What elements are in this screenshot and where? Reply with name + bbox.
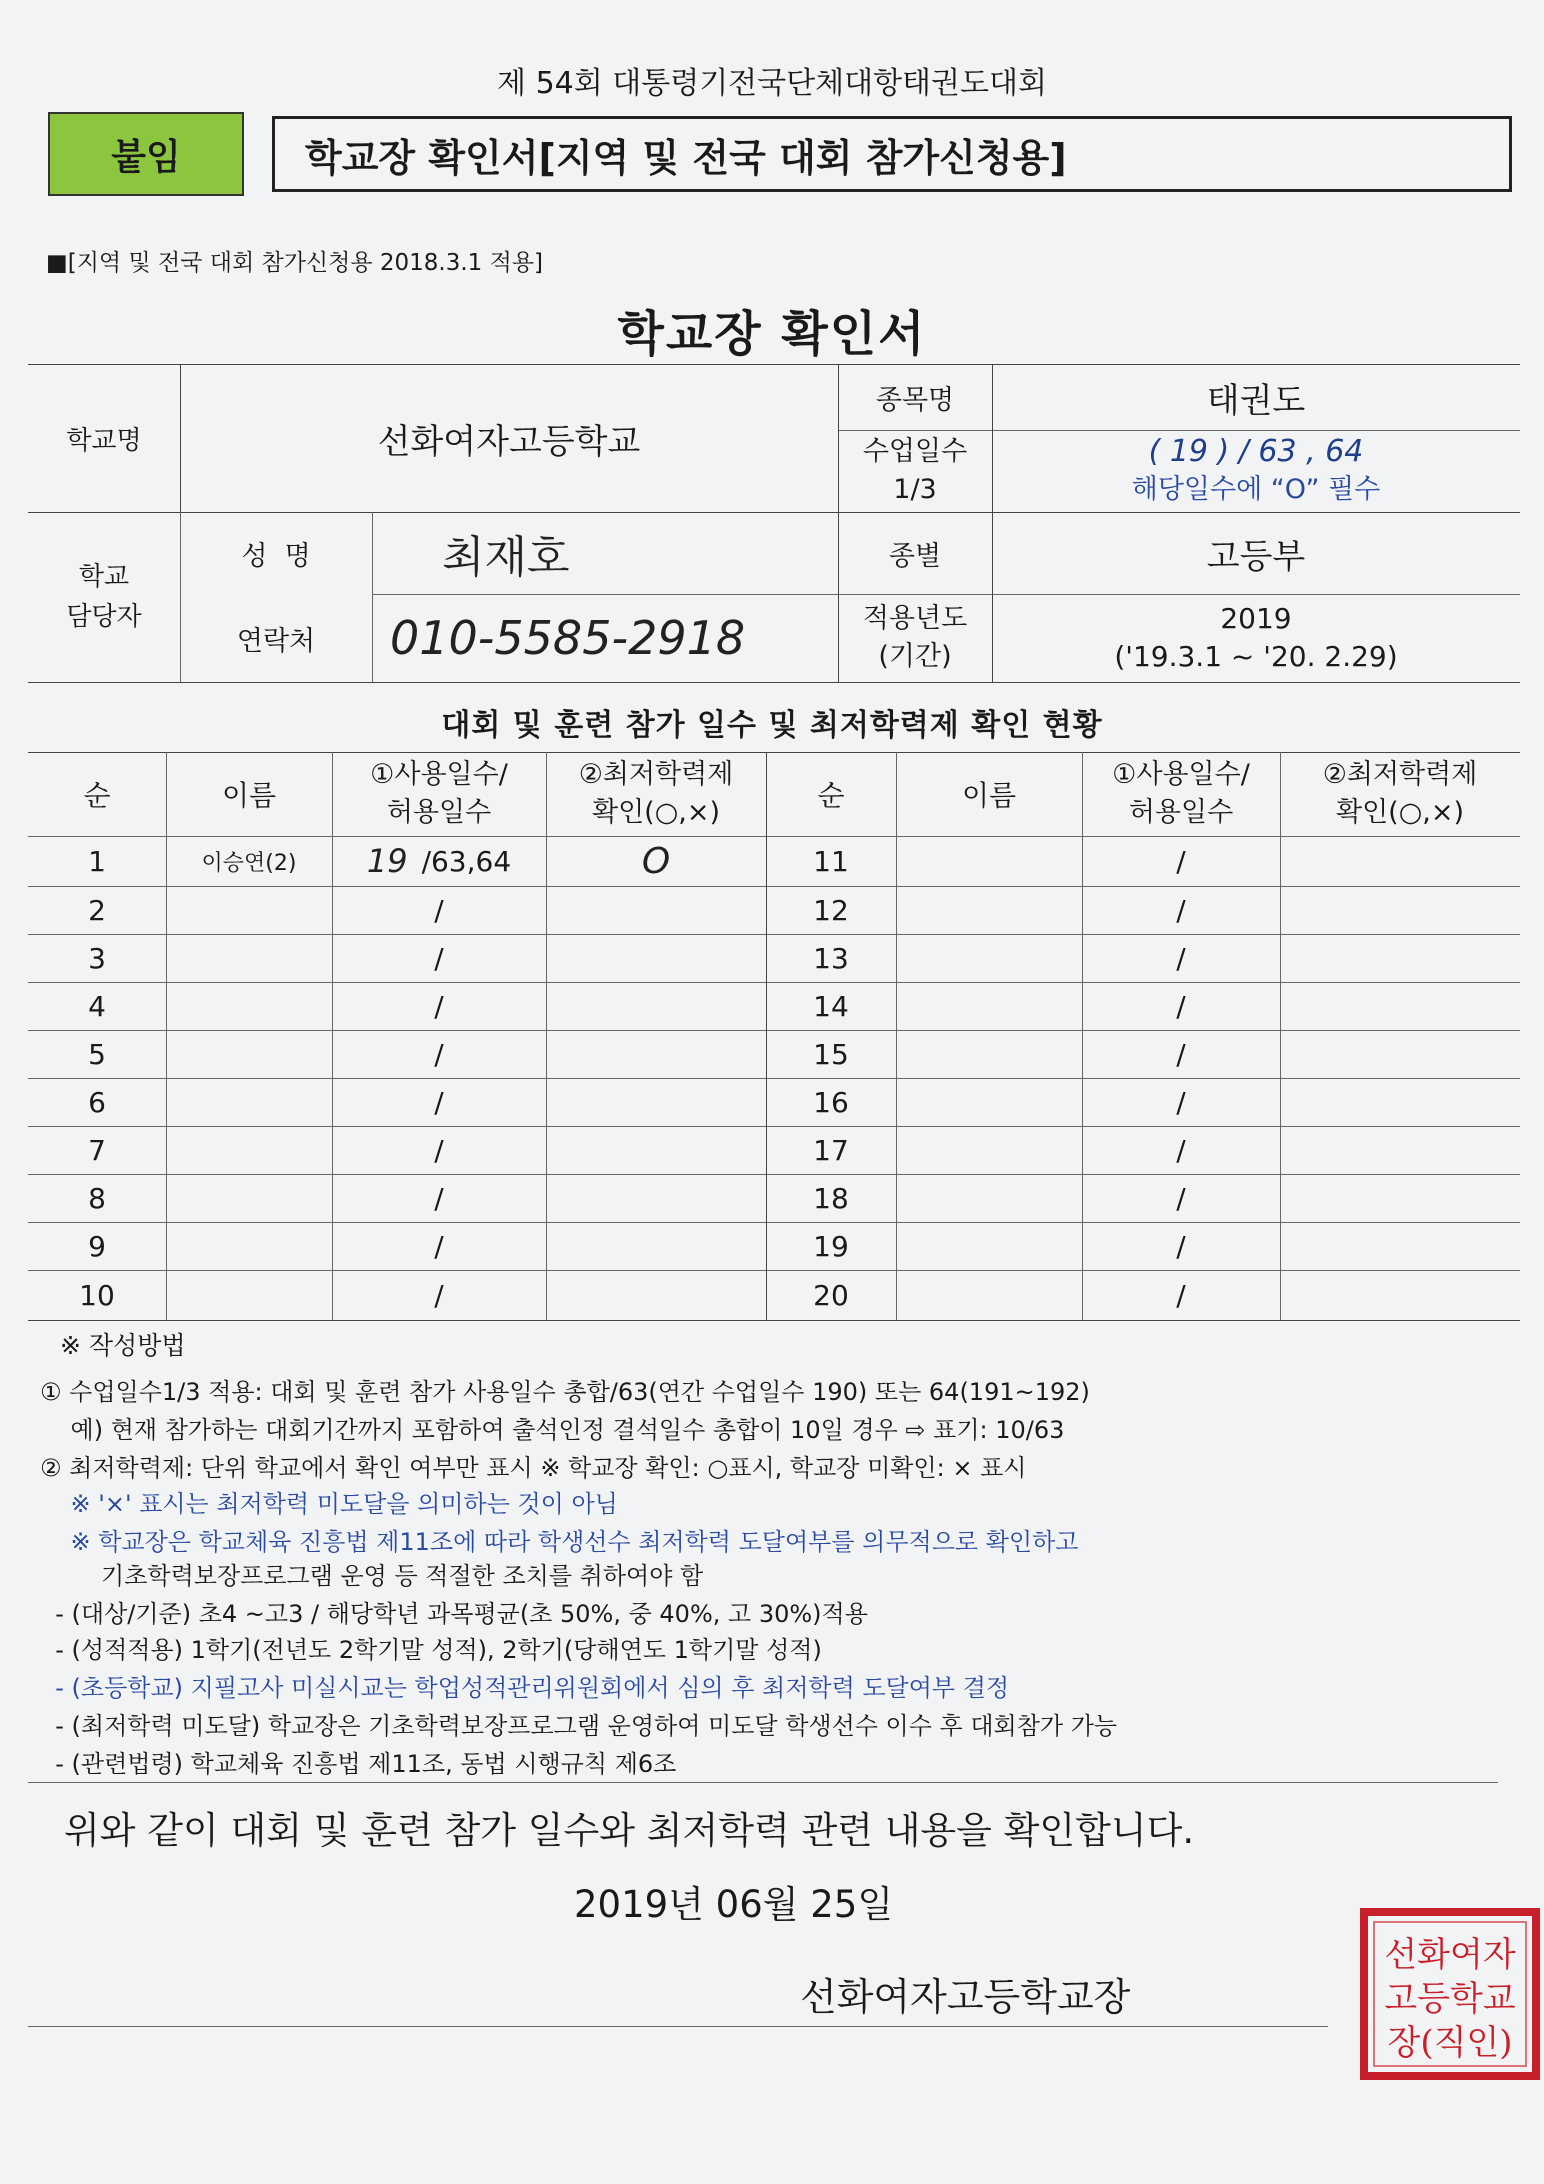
notes-title: ※ 작성방법 (60, 1331, 186, 1360)
note-line: - (관련법령) 학교체육 진흥법 제11조, 동법 시행규칙 제6조 (40, 1750, 677, 1778)
row-days-slash: / (434, 1229, 444, 1263)
school-seal (1358, 1906, 1542, 2082)
header-title: 학교장 확인서[지역 및 전국 대회 참가신청용] (272, 116, 1512, 192)
note-line: ※ 학교장은 학교체육 진흥법 제11조에 따라 학생선수 최저학력 도달여부를 의무적으로 확인하고 (40, 1528, 1079, 1556)
note-line: - (대상/기준) 초4 ~고3 / 해당학년 과목평균(초 50%, 중 40%, 고 30%)적용 (40, 1600, 868, 1628)
row-days-slash: / (434, 1278, 444, 1312)
row-days-slash: / (434, 941, 444, 975)
attachment-badge: 붙임 (48, 112, 244, 196)
row-days-slash: / (1176, 893, 1186, 927)
note-line: 기초학력보장프로그램 운영 등 적절한 조치를 취하여야 함 (40, 1562, 704, 1590)
manager-label (28, 512, 180, 682)
note-line: ① 수업일수1/3 적용: 대회 및 훈련 참가 사용일수 총합/63(연간 수업일수 190) 또는 64(191~192) (40, 1378, 1090, 1406)
row-days-slash: / (434, 1037, 444, 1071)
row-no: 14 (813, 989, 849, 1023)
row-no: 9 (88, 1229, 106, 1263)
row-days-slash: / (434, 1085, 444, 1119)
svg-text:고등학교: 고등학교 (1384, 1979, 1516, 2019)
header-no-left: 순 (83, 779, 111, 812)
contact-label: 연락처 (236, 625, 316, 657)
competition-title: 제 54회 대통령기전국단체대항태권도대회 (497, 66, 1047, 101)
row-no: 3 (88, 941, 106, 975)
header-days-line1: ①사용일수/ (370, 759, 508, 790)
allowed-days-value: /63,64 (421, 844, 512, 878)
header-name-right: 이름 (961, 779, 1017, 812)
note-line: 예) 현재 참가하는 대회기간까지 포함하여 출석인정 결석일수 총합이 10일 경우 ⇨ 표기: 10/63 (40, 1416, 1065, 1444)
contact-value: 010-5585-2918 (390, 611, 746, 665)
row-no: 7 (88, 1133, 106, 1167)
header-check-line2: 확인(○,×) (1336, 797, 1464, 828)
event-value: 태권도 (1206, 380, 1306, 421)
year-value (992, 594, 1520, 682)
row-days-slash: / (1176, 1229, 1186, 1263)
note-line: - (성적적용) 1학기(전년도 2학기말 성적), 2학기(당해연도 1학기말 성적) (40, 1636, 822, 1664)
row-no: 2 (88, 893, 106, 927)
document-date: 2019년 06월 25일 (574, 1883, 894, 1926)
classdays-value-2: 해당일수에 “O” 필수 (1131, 474, 1381, 505)
row-days (332, 836, 546, 886)
year-label-1: 적용년도 (862, 603, 968, 634)
manager-label-1: 학교 (78, 562, 130, 592)
row-no: 18 (813, 1181, 849, 1215)
row-days-slash: / (434, 989, 444, 1023)
header-days-right (1082, 752, 1280, 836)
svg-text:선화여자: 선화여자 (1384, 1935, 1516, 1975)
row-days-slash: / (1176, 1037, 1186, 1071)
classdays-label (838, 430, 992, 512)
name-label: 성 명 (241, 540, 311, 572)
manager-label-2: 담당자 (66, 602, 142, 632)
note-line: - (최저학력 미도달) 학교장은 기초학력보장프로그램 운영하여 미도달 학생선수 이수 후 대회참가 가능 (40, 1712, 1118, 1740)
note-line: ② 최저학력제: 단위 학교에서 확인 여부만 표시 ※ 학교장 확인: ○표시, 학교장 미확인: × 표시 (40, 1454, 1027, 1482)
row-no: 12 (813, 893, 849, 927)
classdays-value (992, 430, 1520, 512)
row-no: 13 (813, 941, 849, 975)
division-label: 종별 (888, 540, 942, 572)
row-no: 5 (88, 1037, 106, 1071)
note-line: - (초등학교) 지필고사 미실시교는 학업성적관리위원회에서 심의 후 최저학력 도달여부 결정 (40, 1674, 1010, 1702)
header-check-right (1280, 752, 1520, 836)
seal-icon (1358, 1906, 1542, 2082)
row-days-slash: / (1176, 1278, 1186, 1312)
row-days-slash: / (1176, 844, 1186, 878)
row-no: 10 (79, 1278, 115, 1312)
header-days-left (332, 752, 546, 836)
row-days-slash: / (1176, 941, 1186, 975)
row-no: 8 (88, 1181, 106, 1215)
classdays-value-1: ( 19 ) / 63 , 64 (1148, 434, 1364, 469)
row-days-slash: / (1176, 1133, 1186, 1167)
school-value: 선화여자고등학교 (377, 421, 641, 462)
row-no: 6 (88, 1085, 106, 1119)
header-days-line1: ①사용일수/ (1112, 759, 1250, 790)
row-no: 1 (88, 844, 106, 878)
header-check-line2: 확인(○,×) (592, 797, 720, 828)
check-mark: O (641, 840, 671, 882)
used-days-value: 19 (366, 842, 408, 880)
row-no: 17 (813, 1133, 849, 1167)
form-note: ■[지역 및 전국 대회 참가신청용 2018.3.1 적용] (46, 250, 544, 276)
svg-text:장(직인): 장(직인) (1387, 2023, 1513, 2063)
header-check-left (546, 752, 766, 836)
row-days-slash: / (434, 1181, 444, 1215)
header-check-line1: ②최저학력제 (1322, 759, 1478, 790)
note-line: ※ '×' 표시는 최저학력 미도달을 의미하는 것이 아님 (40, 1490, 618, 1518)
division-value: 고등부 (1206, 536, 1306, 577)
row-no: 11 (813, 844, 849, 878)
row-no: 20 (813, 1278, 849, 1312)
row-no: 4 (88, 989, 106, 1023)
header-name-left: 이름 (221, 779, 277, 812)
document-title: 학교장 확인서 (617, 306, 927, 362)
signer-name: 선화여자고등학교장 (800, 1975, 1131, 2019)
header-no-right: 순 (817, 779, 845, 812)
row-no: 16 (813, 1085, 849, 1119)
row-days-slash: / (1176, 1085, 1186, 1119)
name-value: 최재호 (442, 532, 570, 583)
row-days-slash: / (434, 1133, 444, 1167)
school-label: 학교명 (66, 425, 142, 456)
year-label-2: (기간) (878, 641, 952, 672)
event-label: 종목명 (875, 384, 955, 416)
year-value-2: ('19.3.1 ~ '20. 2.29) (1114, 640, 1398, 673)
row-days-slash: / (434, 893, 444, 927)
header-days-line2: 허용일수 (386, 797, 492, 828)
row-no: 19 (813, 1229, 849, 1263)
confirm-statement: 위와 같이 대회 및 훈련 참가 일수와 최저학력 관련 내용을 확인합니다. (64, 1809, 1195, 1852)
classdays-label-1: 수업일수 (862, 436, 968, 467)
row-no: 15 (813, 1037, 849, 1071)
row-name: 이승연(2) (201, 850, 297, 876)
header-days-line2: 허용일수 (1128, 797, 1234, 828)
row-days-slash: / (1176, 1181, 1186, 1215)
row-days-slash: / (1176, 989, 1186, 1023)
year-value-1: 2019 (1220, 602, 1292, 635)
table-title: 대회 및 훈련 참가 일수 및 최저학력제 확인 현황 (441, 708, 1103, 743)
year-label (838, 594, 992, 682)
classdays-label-2: 1/3 (893, 474, 937, 505)
header-check-line1: ②최저학력제 (578, 759, 734, 790)
